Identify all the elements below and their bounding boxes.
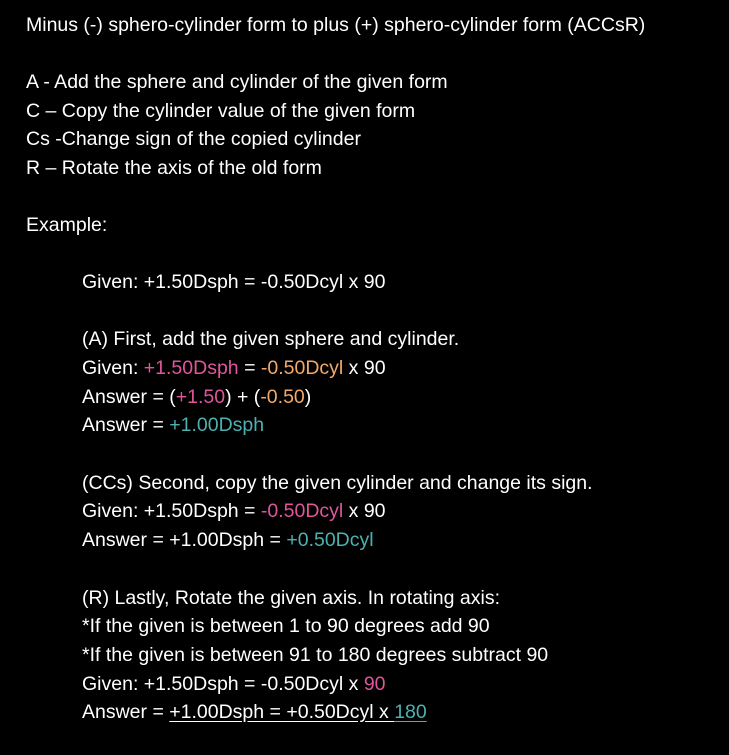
step-a-answer-sum: [82, 383, 311, 412]
step-a-answer-sphere: +1.50: [175, 386, 226, 408]
step-r-given-axis: 90: [363, 673, 386, 695]
step-cc-answer-cylinder: +0.50Dcyl: [286, 529, 374, 551]
step-a-given: [82, 354, 386, 383]
step-r-answer-prefix: Answer =: [82, 701, 170, 723]
step-r-answer: [82, 698, 427, 727]
step-a-heading: (A) First, add the given sphere and cylinder.: [82, 328, 460, 350]
step-a-answer-close: ): [304, 386, 312, 408]
step-a-result: [82, 411, 264, 440]
step-a-answer-mid: ) + (: [225, 386, 261, 408]
step-a-given-cylinder: -0.50Dcyl: [260, 357, 344, 379]
step-cc-given-cylinder: -0.50Dcyl: [260, 500, 344, 522]
step-a-given-eq: =: [238, 357, 261, 379]
mnemonic-c: C – Copy the cylinder value of the given form: [26, 100, 416, 122]
step-cc-answer-prefix: Answer = +1.00Dsph =: [82, 529, 287, 551]
step-cc-answer: [82, 526, 374, 555]
title: Minus (-) sphero-cylinder form to plus (+) sphero-cylinder form (ACCsR): [26, 14, 646, 36]
step-a-answer-cylinder: -0.50: [260, 386, 305, 408]
step-r-answer-main: +1.00Dsph = +0.50Dcyl x: [169, 701, 395, 723]
mnemonic-a: A - Add the sphere and cylinder of the given form: [26, 71, 448, 93]
example-label: Example:: [26, 214, 108, 236]
given-intro: Given: +1.50Dsph = -0.50Dcyl x 90: [82, 271, 386, 293]
step-a-given-sphere: +1.50Dsph: [143, 357, 239, 379]
step-r-rule-1: *If the given is between 1 to 90 degrees add 90: [82, 615, 490, 637]
step-cc-given-prefix: Given: +1.50Dsph =: [82, 500, 261, 522]
step-r-answer-axis: 180: [394, 701, 427, 723]
step-cc-given-axis: x 90: [343, 500, 386, 522]
step-a-answer-prefix: Answer = (: [82, 386, 176, 408]
step-r-given: [82, 670, 386, 699]
step-cc-heading: (CCs) Second, copy the given cylinder and change its sign.: [82, 472, 593, 494]
step-a-result-value: +1.00Dsph: [169, 414, 265, 436]
step-a-given-prefix: Given:: [82, 357, 144, 379]
step-r-rule-2: *If the given is between 91 to 180 degrees subtract 90: [82, 644, 549, 666]
step-r-heading: (R) Lastly, Rotate the given axis. In rotating axis:: [82, 587, 500, 609]
step-a-given-axis: x 90: [343, 357, 386, 379]
mnemonic-cs: Cs -Change sign of the copied cylinder: [26, 128, 361, 150]
step-a-result-prefix: Answer =: [82, 414, 170, 436]
step-r-given-prefix: Given: +1.50Dsph = -0.50Dcyl x: [82, 673, 364, 695]
mnemonic-r: R – Rotate the axis of the old form: [26, 157, 322, 179]
step-cc-given: [82, 497, 386, 526]
